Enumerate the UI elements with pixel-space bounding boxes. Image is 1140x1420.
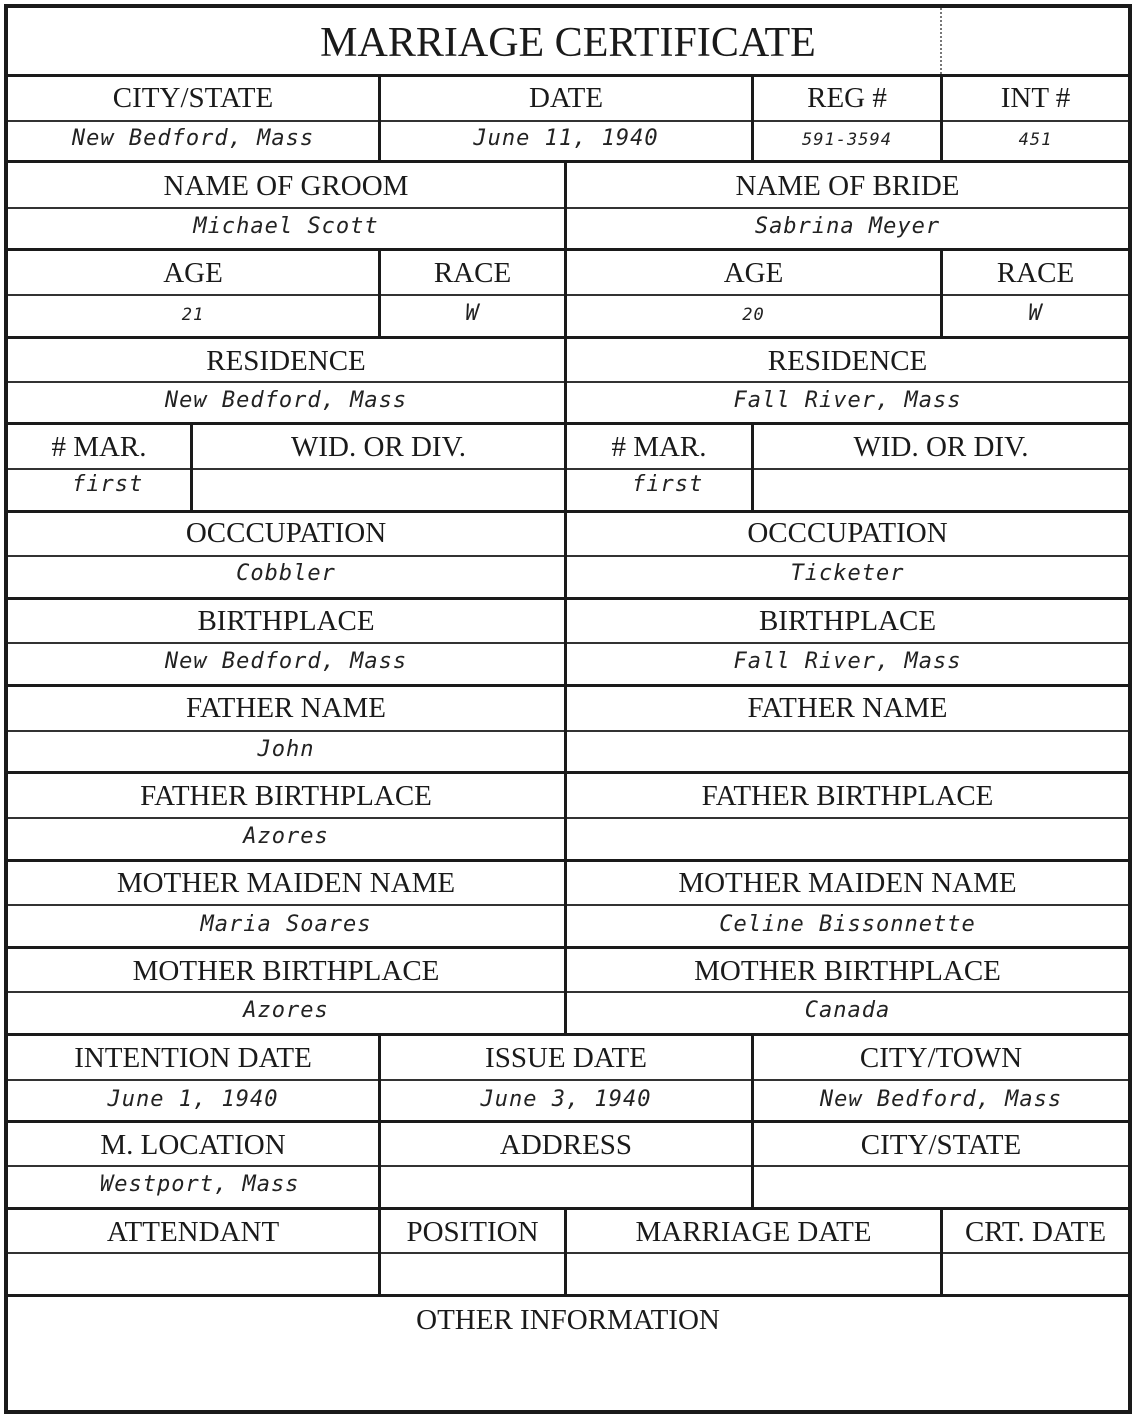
value-groom-father-name: John: [257, 737, 315, 762]
row-divider: [8, 597, 1128, 600]
field-divider: [8, 1165, 1128, 1167]
value-bride-mother-maiden: Celine Bissonnette: [719, 912, 976, 937]
row-divider: [8, 336, 1128, 339]
label-issue-date: ISSUE DATE: [485, 1042, 647, 1074]
label-bride-race: RACE: [996, 257, 1075, 289]
value-bride-num-mar: first: [632, 472, 704, 497]
value-bride-occupation: Ticketer: [790, 561, 905, 586]
value-groom-race: W: [465, 301, 480, 326]
row-divider: [8, 859, 1128, 862]
label-crt-date: CRT. DATE: [964, 1216, 1107, 1248]
label-groom-residence: RESIDENCE: [206, 345, 366, 377]
value-date: June 11, 1940: [473, 126, 659, 151]
row-divider: [8, 771, 1128, 774]
label-groom-occupation: OCCCUPATION: [185, 517, 387, 549]
label-groom-mother-birthplace: MOTHER BIRTHPLACE: [132, 955, 440, 987]
field-divider: [8, 1079, 1128, 1081]
field-divider: [8, 381, 1128, 383]
label-bride-num-mar: # MAR.: [611, 431, 707, 463]
field-divider: [8, 730, 1128, 732]
field-divider: [8, 642, 1128, 644]
value-groom-age: 21: [181, 305, 205, 325]
certificate-title: MARRIAGE CERTIFICATE: [320, 20, 816, 66]
label-name-bride: NAME OF BRIDE: [735, 170, 960, 202]
label-address: ADDRESS: [499, 1129, 633, 1161]
label-city-state: CITY/STATE: [112, 82, 274, 114]
label-footer-city-state: CITY/STATE: [860, 1129, 1022, 1161]
field-divider: [8, 207, 1128, 209]
label-groom-race: RACE: [433, 257, 512, 289]
label-bride-wid-div: WID. OR DIV.: [853, 431, 1029, 463]
label-groom-num-mar: # MAR.: [51, 431, 147, 463]
value-city-state: New Bedford, Mass: [71, 126, 315, 151]
row-divider: [8, 248, 1128, 251]
label-bride-age: AGE: [723, 257, 784, 289]
value-intention-date: June 1, 1940: [107, 1087, 279, 1112]
label-other-info: OTHER INFORMATION: [416, 1304, 720, 1336]
center-divider: [564, 160, 567, 1033]
label-groom-father-name: FATHER NAME: [185, 692, 387, 724]
value-int: 451: [1018, 130, 1053, 150]
value-bride-birthplace: Fall River, Mass: [733, 649, 962, 674]
label-groom-mother-maiden: MOTHER MAIDEN NAME: [116, 867, 456, 899]
row-divider: [8, 74, 1128, 77]
row-divider: [8, 946, 1128, 949]
value-m-location: Westport, Mass: [100, 1172, 300, 1197]
value-bride-mother-birthplace: Canada: [804, 998, 891, 1023]
value-groom-residence: New Bedford, Mass: [164, 388, 408, 413]
value-groom-name: Michael Scott: [193, 214, 379, 239]
value-city-town: New Bedford, Mass: [819, 1087, 1063, 1112]
label-bride-mother-maiden: MOTHER MAIDEN NAME: [678, 867, 1017, 899]
value-bride-name: Sabrina Meyer: [754, 214, 941, 239]
value-bride-residence: Fall River, Mass: [733, 388, 962, 413]
field-divider: [8, 904, 1128, 906]
field-divider: [8, 294, 1128, 296]
label-marriage-date: MARRIAGE DATE: [635, 1216, 872, 1248]
label-int: INT #: [1000, 82, 1071, 114]
row-divider: [8, 1120, 1128, 1123]
field-divider: [8, 555, 1128, 557]
label-bride-birthplace: BIRTHPLACE: [758, 605, 937, 637]
row-divider: [8, 684, 1128, 687]
label-reg: REG #: [807, 82, 887, 114]
label-city-town: CITY/TOWN: [859, 1042, 1023, 1074]
label-intention-date: INTENTION DATE: [74, 1042, 312, 1074]
value-issue-date: June 3, 1940: [480, 1087, 652, 1112]
label-m-location: M. LOCATION: [100, 1129, 286, 1161]
label-position: POSITION: [406, 1216, 539, 1248]
row-divider: [8, 510, 1128, 513]
value-groom-occupation: Cobbler: [236, 561, 336, 586]
label-name-groom: NAME OF GROOM: [163, 170, 409, 202]
marriage-certificate: [4, 4, 1132, 1414]
field-divider: [8, 120, 1128, 122]
label-groom-wid-div: WID. OR DIV.: [290, 431, 467, 463]
label-bride-residence: RESIDENCE: [767, 345, 928, 377]
label-groom-age: AGE: [163, 257, 223, 289]
label-groom-father-birthplace: FATHER BIRTHPLACE: [140, 780, 432, 812]
field-divider: [8, 817, 1128, 819]
value-groom-father-birthplace: Azores: [243, 824, 329, 849]
label-attendant: ATTENDANT: [106, 1216, 280, 1248]
label-groom-birthplace: BIRTHPLACE: [197, 605, 375, 637]
value-reg: 591-3594: [802, 130, 892, 150]
label-date: DATE: [528, 82, 604, 114]
field-divider: [8, 991, 1128, 993]
value-bride-age: 20: [742, 305, 765, 325]
label-bride-father-birthplace: FATHER BIRTHPLACE: [701, 780, 994, 812]
label-bride-occupation: OCCCUPATION: [747, 517, 948, 549]
value-groom-birthplace: New Bedford, Mass: [164, 649, 408, 674]
value-groom-mother-birthplace: Azores: [243, 998, 329, 1023]
label-bride-mother-birthplace: MOTHER BIRTHPLACE: [694, 955, 1001, 987]
label-bride-father-name: FATHER NAME: [747, 692, 948, 724]
row-divider: [8, 160, 1128, 163]
row-divider: [8, 1207, 1128, 1210]
row-divider: [8, 1033, 1128, 1036]
field-divider: [8, 1252, 1128, 1254]
value-groom-mother-maiden: Maria Soares: [200, 912, 372, 937]
field-divider: [8, 468, 1128, 470]
value-bride-race: W: [1028, 301, 1043, 326]
row-divider: [8, 422, 1128, 425]
row-divider: [8, 1294, 1128, 1297]
value-groom-num-mar: first: [72, 472, 144, 497]
